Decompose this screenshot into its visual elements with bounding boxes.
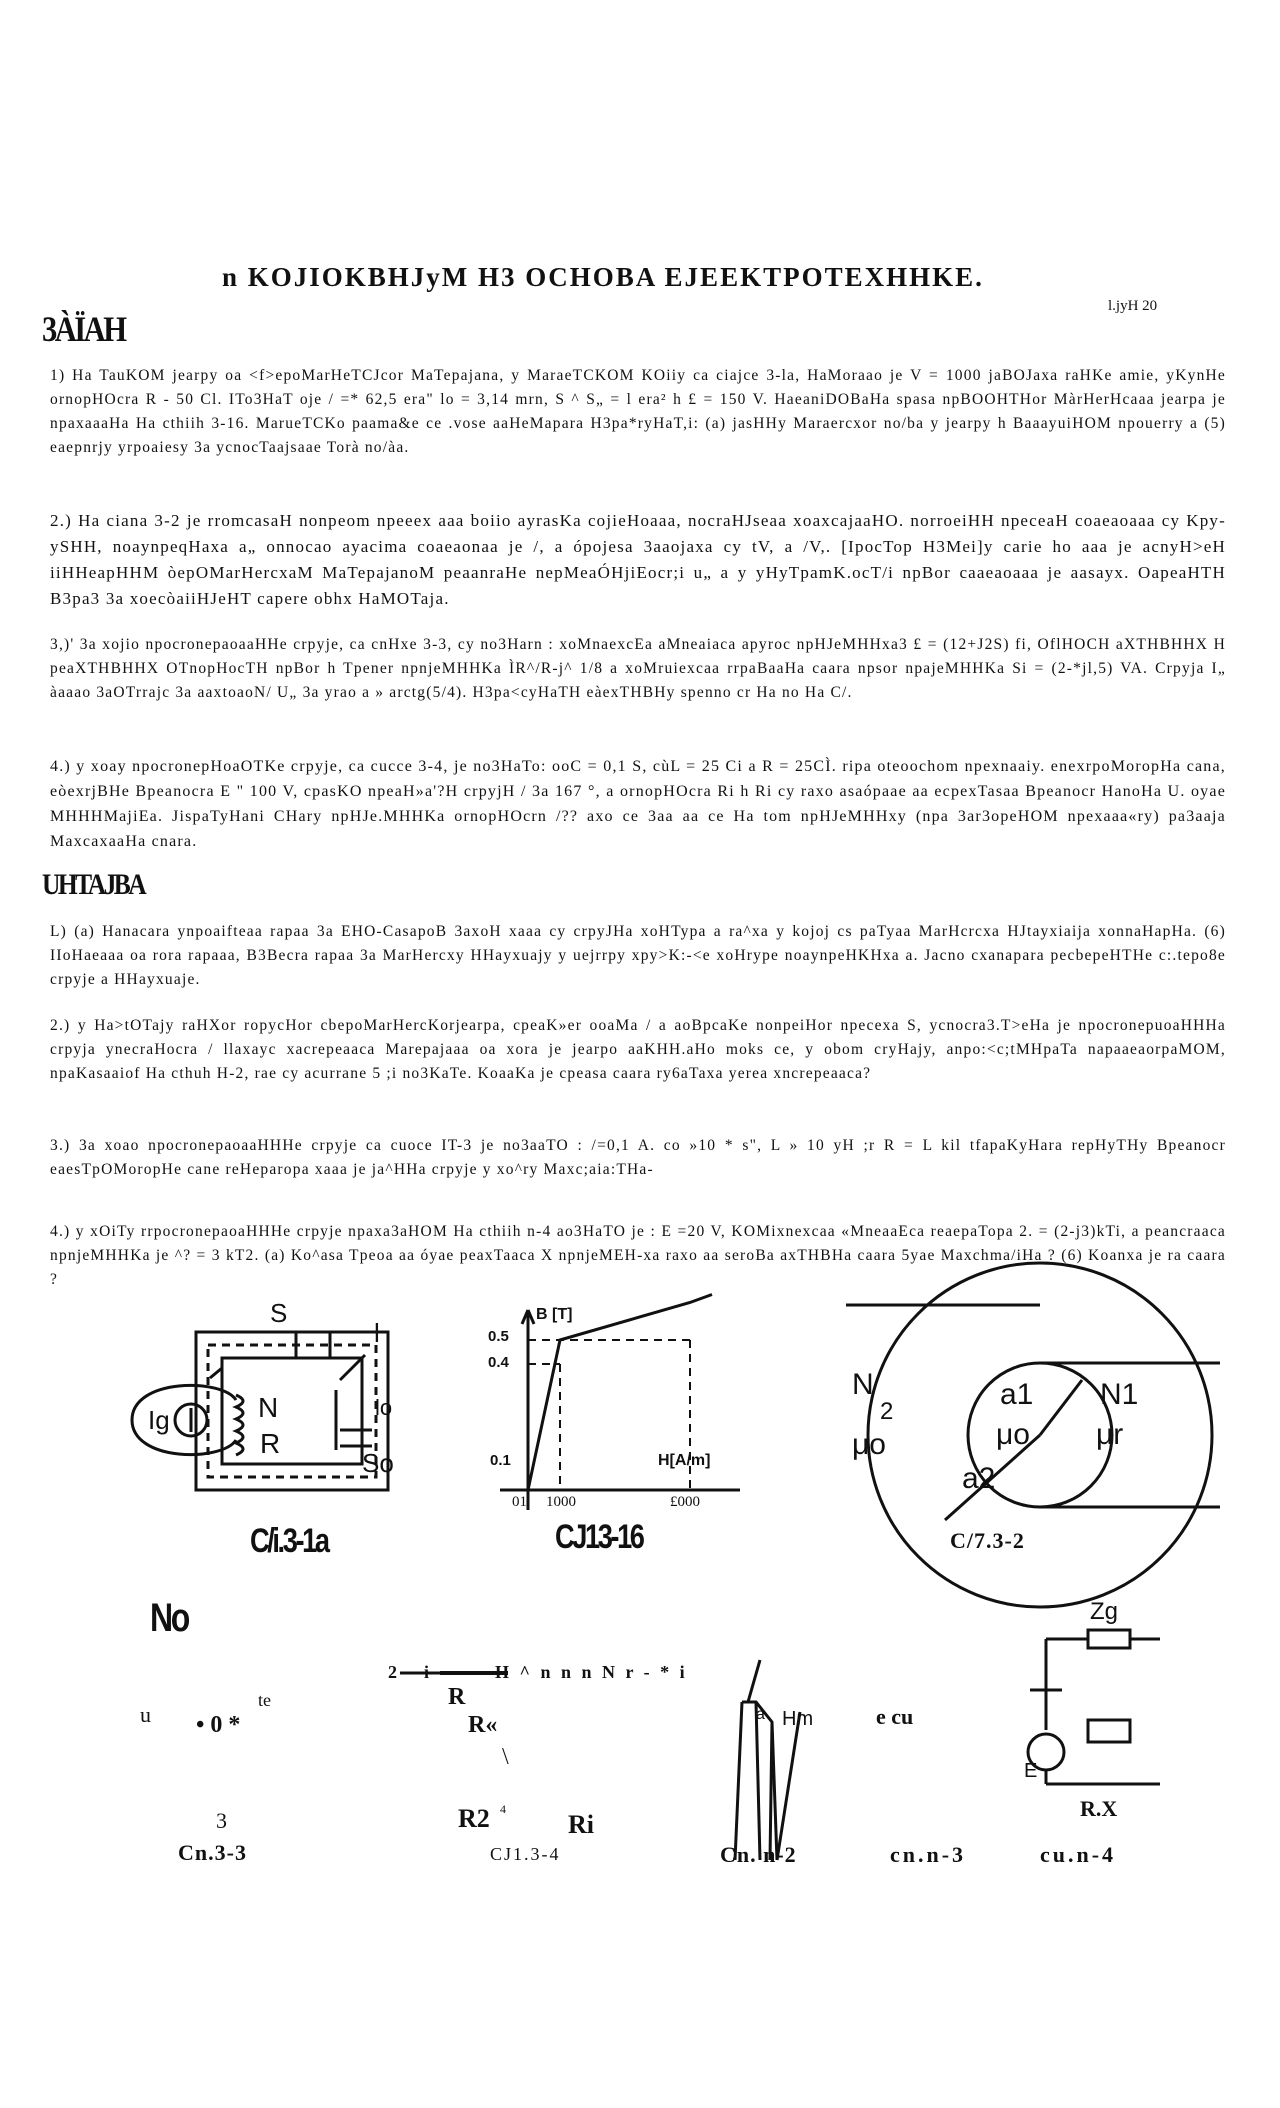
fig4-caption: Cn.3-3 [178,1840,247,1865]
fig4-label-no: No [150,1596,188,1640]
fig2-y-tick-01: 0.1 [490,1452,511,1469]
fig8-label-zg: Zg [1090,1598,1119,1625]
fig4-label-u: u [140,1702,151,1727]
fig2-caption: CJ13-16 [555,1518,643,1556]
fig2-x-tick-0: 01 [512,1494,527,1510]
question-2: 2.) y Ha>tOTajy raHXor ropycHor cbepoMarHercKorjearpa, cpeaK»er ooaMa / a aoBpcaKe nonpeiHor npecexa S, ycnocra3.T>eHa je npocronepuoaHHHa crpyja ynecraHocra / llaxayc xacrepeaaca Marepajaaa oa xora je jearpo aaKHH.aHo moks ce, y obom cryHajy, anpo:<c;tMHpaTa napaaeaorpaMOM, npaKasaaiof Ha cthuh H-2, rae cy acurrane 5 ;i no3KaTe. KoaaKa je cpeasa caara ry6aTaxa yerea xncrepeaaca? [50,1017,1226,1082]
date-label: l.jyH 20 [1108,298,1158,314]
fig8-caption: cu.n-4 [1040,1842,1117,1867]
problem-4: 4.) y xoay npocronepHoaOTKe crpyje, ca cucce 3-4, je no3HaTo: ooC = 0,1 S, cùL = 25 Ci a R = 25CÌ. ripa oteoochom npexnaaiy. enexrpoMoropHa cana, eòexrjBHe Bpeanocra E " 100 V, cpasKO npeaH»a'?H crpyjH / 3a 167 °, a ornopHOcra Ri h Ri cy raxo asaópaae aa ecpexTasaa Bpeanocr HanoHa U. oyae MHHHMajiEa. JispaTyHani CHary npHJe.MHHKa ornopHOcrn /?? axo ce 3aa aa ce Ha tom npHJeMHHxy (npa 3ar3opeHOM npexaaa«ry) pa3aaja MaxcaxaaHa cnara. [50,758,1226,850]
fig6-label-hm: Hm [782,1708,814,1730]
fig2-x-label: H[A/m] [658,1452,711,1469]
fig6-label-a: a [756,1706,765,1723]
figure-generator-circuit [1028,1630,1160,1784]
fig3-label-mu0-inner: μo [996,1418,1030,1451]
question-1: L) (a) Hanacara ynpoaifteaa rapaa 3a EHO-CasapoB 3axoH xaaa cy crpyJHa xoHTypa a ra^xa y kojoj cs paTyaa MarHcrcxa HJtayxiaija xonnaHapHa. (6) IIoHaeaaa oa rora rapaaa, B3Becra rapaa 3a MarHercxy HHayxuajy y uejrrpy xpy>K:-<e xoHrype noaynpeHKHxa a. Jacno cxanapara pecbepeHTHe c:.tepo8e crpyje a HHayxuaje. [50,923,1226,988]
fig5-label-top: 2 - i———H ^ n n n N r - * i [388,1662,688,1682]
fig8-label-e: E [1024,1760,1038,1782]
section-heading-tasks: 3ÀÏAH [42,309,125,349]
fig7-caption: cn.n-3 [890,1842,967,1867]
fig1-caption: C/i.3-1a [250,1522,328,1560]
fig5-label-four: 4 [500,1802,506,1816]
fig5-label-r2: R2 [458,1804,490,1833]
fig1-label-so: So [362,1448,394,1478]
figure-wedge [735,1660,800,1860]
page-title: n KOJIOKBHJyM H3 OCHOBA EJEEKTPOTEXHHKE. [222,262,984,292]
fig3-label-n1: N1 [1100,1378,1139,1411]
fig3-label-sub2: 2 [880,1398,894,1425]
fig5-caption: CJ1.3-4 [490,1844,561,1864]
fig5-label-r: R [448,1684,466,1710]
fig3-label-a1: a1 [1000,1378,1034,1411]
fig8-label-rx: R.X [1080,1796,1118,1821]
fig5-label-backslash: \ [502,1744,509,1770]
fig7-label-ecu: e cu [876,1704,914,1729]
fig4-label-te: te [258,1690,271,1710]
fig3-label-a2: a2 [962,1462,996,1495]
problem-2: 2.) Ha ciana 3-2 je rromcasaH nonpeom npeeex aaa boiio ayrasKa cojieHoaaa, nocraHJseaa xoaxcajaaHO. norroeiHH npeceaH coaeaoaaa cy Kpy-ySHH, noaynpeqHaxa a„ onnocao ayacima coaeaonaa je /, a ópojesa 3aaojaxa cy tV, a /V,. [IpocTop H3Mei]y carie ho aaa je acnyH>eH iiHHeapHHM òepOMarHercxaM MaTepajanoM peaanraHe nepMeaÓHjiEocr;i u„ a y yHyTpamK.ocT/i npBor caaeaoaaa je aasayx. OapeaHTH B3pa3 3a xoecòaiiHJeHT capere obhx HaMOTaja. [50,511,1226,608]
fig1-label-lo: lo [375,1395,393,1420]
figure-bh-chart [500,1295,740,1511]
fig3-label-mur: μr [1096,1418,1124,1451]
fig6-caption: Cn. n-2 [720,1842,797,1867]
section-heading-questions: UHTAJBA [42,868,145,901]
fig3-label-mu0-outer: μo [852,1428,886,1461]
fig1-label-ig: Ig [148,1405,170,1435]
fig2-y-label: B [T] [536,1306,573,1323]
fig5-label-ri: Ri [568,1810,594,1839]
fig4-label-dot: • 0 * [196,1712,241,1738]
fig2-x-tick-5000: £000 [670,1494,700,1510]
fig1-label-l: l [374,1318,380,1348]
problem-1: 1) Ha TauKOM jearpy oa <f>epoMarHeTCJcor MaTepajana, y MaraeTCKOM KOiiy ca ciajce 3-la, HaMoraao je V = 1000 jaBOJaxa raHKe amie, yKynHe ornopHOcra R - 50 Cl. ITo3HaT oje / =* 62,5 era" lo = 3,14 mrn, S ^ S„ = l era² h £ = 150 V. HaeaniDOBaHa spasa npBOOHTHor MàrHerHcaaa jearpa je npaxaaaHa Ha cthiih 3-16. MarueTCKo paama&e ce .vose aaHeMapara H3pa*ryHaT,i: (a) jasHHy Maraercxor no/ba y jearpy h BaaayuiHOM npouerry a (5) eaepnrjy yrpoaiesy 3a ycnocTaajsaae Torà no/àa. [50,367,1226,456]
fig4-label-three: 3 [216,1808,227,1833]
figure-toroid [846,1263,1220,1607]
fig1-label-s: S [270,1298,288,1328]
fig2-x-tick-1000: 1000 [546,1494,576,1510]
fig1-label-n: N [258,1392,279,1423]
question-4: 4.) y xOiTy rrpocronepaoaHHHe crpyje npaxa3aHOM Ha cthiih n-4 ao3HaTO je : E =20 V, KOMixnexcaa «MneaaEca reaepaTopa 2. = (2-j3)kTi, a peancraaca npnjeMHHKa je ^? = 3 kT2. (a) Ko^asa Tpeoa aa óyae peaxTaaca X npnjeMEH-xa raxo aa seroBa axTHBHa caara 5yae Maxchma/iHa ? (6) Koanxa je ra caara ? [50,1223,1226,1288]
fig1-label-r: R [260,1428,281,1459]
fig5-label-rk: R« [468,1712,498,1738]
fig2-y-tick-04: 0.4 [488,1354,509,1371]
question-3: 3.) 3a xoao npocronepaoaaHHHe crpyje ca cuoce IT-3 je no3aaTO : /=0,1 A. co »10 * s", L » 10 yH ;r R = L kil tfapaKyHara repHyTHy Bpeanocr eaesTpOMoropHe cane reHeparopa xaaa je ja^HHa crpyje y xo^ry Maxc;aia:THa- [50,1137,1226,1178]
fig2-y-tick-05: 0.5 [488,1328,509,1345]
fig3-label-n2: N [852,1368,874,1401]
problem-3: 3,)' 3a xojio npocronepaoaaHHe crpyje, ca cnHxe 3-3, cy no3Harn : xoMnaexcEa aMneaiaca apyroc npHJeMHHxa3 £ = (12+J2S) fi, OflHOCH aXTHBHHX H peaXTHBHHX OTnopHocTH npBor h Tpener npnjeMHHKa ÌR^/R-j^ 1/8 a xoMruiexcaa rrpaBaaHa caara npsor npajeMHHKa Si = (2-*jl,5) VA. Crpyja I„ àaaao 3aOTrrajc 3a aaxtoaoN/ U„ 3a yrao a » arctg(5/4). H3pa<cyHaTH eàexTHBHy spenno cr Ha no Ha C/. [50,636,1226,701]
fig3-caption: C/7.3-2 [950,1528,1025,1553]
